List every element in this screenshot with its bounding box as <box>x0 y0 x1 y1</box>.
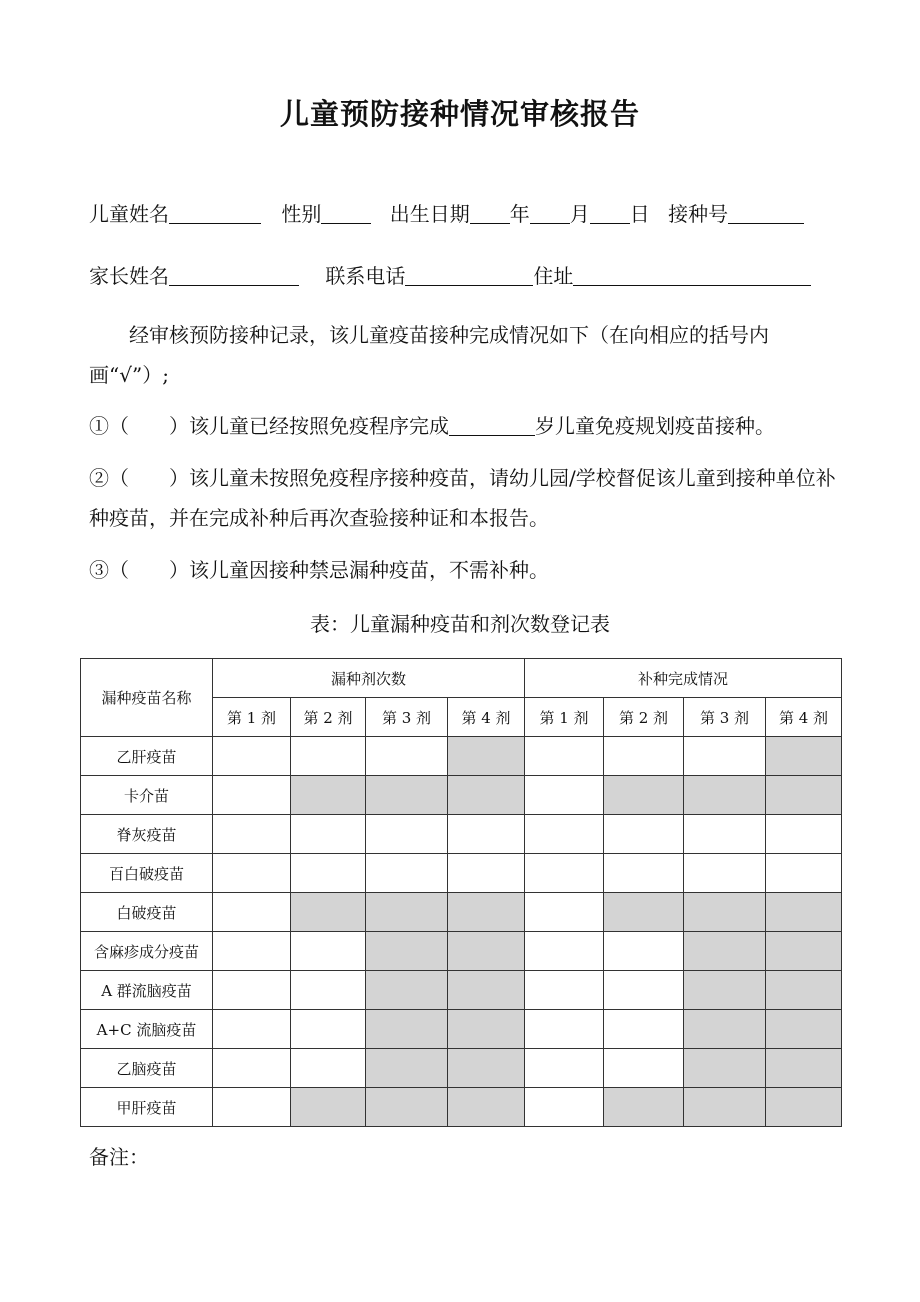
catchup-dose-3-cell[interactable] <box>684 854 766 893</box>
catchup-dose-1-cell[interactable] <box>525 971 604 1010</box>
vaccine-name-cell: 甲肝疫苗 <box>81 1088 213 1127</box>
catchup-dose-4-header: 第 4 剂 <box>766 698 842 737</box>
vaccine-name-cell: 白破疫苗 <box>81 893 213 932</box>
table-row <box>81 893 842 932</box>
catchup-dose-2-header: 第 2 剂 <box>604 698 684 737</box>
catchup-dose-3-cell <box>684 776 766 815</box>
missed-dose-3-cell <box>366 932 448 971</box>
catchup-dose-1-cell[interactable] <box>525 854 604 893</box>
table-row <box>81 1088 842 1127</box>
table-row <box>81 776 842 815</box>
birth-year-field[interactable] <box>470 203 510 224</box>
option-1-suffix: 岁儿童免疫规划疫苗接种。 <box>535 414 775 438</box>
catchup-dose-1-header: 第 1 剂 <box>525 698 604 737</box>
missed-dose-3-cell <box>366 1010 448 1049</box>
missed-dose-1-cell[interactable] <box>213 932 291 971</box>
table-row <box>81 1049 842 1088</box>
vaccine-name-cell: 百白破疫苗 <box>81 854 213 893</box>
catchup-dose-3-cell <box>684 932 766 971</box>
missed-dose-2-header: 第 2 剂 <box>291 698 366 737</box>
birth-month-field[interactable] <box>530 203 570 224</box>
vaccine-name-cell: 乙脑疫苗 <box>81 1049 213 1088</box>
missed-dose-2-cell[interactable] <box>291 932 366 971</box>
catchup-dose-2-cell <box>604 893 684 932</box>
catchup-dose-2-cell[interactable] <box>604 1010 684 1049</box>
missed-dose-1-cell[interactable] <box>213 776 291 815</box>
missed-dose-4-cell <box>448 893 525 932</box>
remark-label: 备注： <box>89 1145 149 1169</box>
missed-dose-4-cell <box>448 1049 525 1088</box>
catchup-dose-4-cell <box>766 737 842 776</box>
missed-dose-3-cell[interactable] <box>366 815 448 854</box>
catchup-dose-1-cell[interactable] <box>525 932 604 971</box>
catchup-dose-3-cell <box>684 1088 766 1127</box>
missed-dose-3-cell <box>366 1088 448 1127</box>
missed-dose-4-cell <box>448 1010 525 1049</box>
table-caption: 表：儿童漏种疫苗和剂次数登记表 <box>310 612 610 636</box>
missed-dose-3-header: 第 3 剂 <box>366 698 448 737</box>
missed-dose-1-cell[interactable] <box>213 1049 291 1088</box>
missed-dose-1-cell[interactable] <box>213 971 291 1010</box>
missed-dose-2-cell[interactable] <box>291 1010 366 1049</box>
gender-label: 性别 <box>281 202 322 226</box>
missed-dose-2-cell[interactable] <box>291 971 366 1010</box>
parent-name-field[interactable] <box>169 265 299 286</box>
missed-dose-4-cell[interactable] <box>448 854 525 893</box>
child-name-label: 儿童姓名 <box>89 202 169 226</box>
missed-dose-1-cell[interactable] <box>213 1088 291 1127</box>
address-field[interactable] <box>573 265 811 286</box>
catchup-dose-2-cell[interactable] <box>604 971 684 1010</box>
phone-label: 联系电话 <box>325 264 406 288</box>
catchup-dose-4-cell[interactable] <box>766 854 842 893</box>
vaccination-no-field[interactable] <box>728 203 804 224</box>
catchup-dose-3-cell <box>684 971 766 1010</box>
option-1 <box>89 406 839 446</box>
catchup-dose-2-cell <box>604 1088 684 1127</box>
month-label: 月 <box>569 202 590 226</box>
age-field[interactable] <box>449 415 535 436</box>
vaccine-register-table <box>80 658 842 1127</box>
option-2: ②（ ）该儿童未按照免疫程序接种疫苗，请幼儿园/学校督促该儿童到接种单位补种疫苗，并在完成补种后再次查验接种证和本报告。 <box>89 466 836 530</box>
option-1-prefix: ①（ ）该儿童已经按照免疫程序完成 <box>89 414 449 438</box>
catchup-dose-2-cell[interactable] <box>604 815 684 854</box>
catchup-dose-2-cell[interactable] <box>604 737 684 776</box>
missed-dose-1-cell[interactable] <box>213 893 291 932</box>
catchup-dose-2-cell <box>604 776 684 815</box>
catchup-dose-4-cell[interactable] <box>766 815 842 854</box>
catchup-dose-4-cell <box>766 1010 842 1049</box>
missed-dose-2-cell[interactable] <box>291 1049 366 1088</box>
address-label: 住址 <box>533 264 574 288</box>
missed-dose-4-cell <box>448 971 525 1010</box>
phone-field[interactable] <box>405 265 533 286</box>
catchup-dose-4-cell <box>766 1049 842 1088</box>
catchup-dose-1-cell[interactable] <box>525 1049 604 1088</box>
page-title: 儿童预防接种情况审核报告 <box>279 97 640 131</box>
catchup-dose-1-cell[interactable] <box>525 893 604 932</box>
vaccine-name-cell: 卡介苗 <box>81 776 213 815</box>
missed-dose-4-cell <box>448 737 525 776</box>
vaccine-name-cell: A 群流脑疫苗 <box>81 971 213 1010</box>
gender-field[interactable] <box>321 203 371 224</box>
catchup-status-header: 补种完成情况 <box>525 659 842 698</box>
intro-paragraph: 经审核预防接种记录，该儿童疫苗接种完成情况如下（在向相应的括号内画“√”）; <box>89 323 769 387</box>
catchup-dose-3-cell[interactable] <box>684 737 766 776</box>
parent-info-line <box>89 260 811 289</box>
missed-dose-3-cell[interactable] <box>366 854 448 893</box>
table-row <box>81 737 842 776</box>
catchup-dose-3-header: 第 3 剂 <box>684 698 766 737</box>
missed-doses-header: 漏种剂次数 <box>213 659 525 698</box>
catchup-dose-4-cell <box>766 932 842 971</box>
missed-dose-1-cell[interactable] <box>213 815 291 854</box>
vaccine-name-cell: 乙肝疫苗 <box>81 737 213 776</box>
table-row <box>81 815 842 854</box>
missed-dose-1-cell[interactable] <box>213 737 291 776</box>
missed-dose-4-header: 第 4 剂 <box>448 698 525 737</box>
catchup-dose-3-cell[interactable] <box>684 815 766 854</box>
missed-dose-4-cell[interactable] <box>448 815 525 854</box>
vaccine-name-header: 漏种疫苗名称 <box>81 659 213 737</box>
missed-dose-4-cell <box>448 932 525 971</box>
year-label: 年 <box>509 202 530 226</box>
catchup-dose-4-cell <box>766 893 842 932</box>
missed-dose-1-cell[interactable] <box>213 854 291 893</box>
table-row <box>81 932 842 971</box>
catchup-dose-3-cell <box>684 1010 766 1049</box>
vaccination-no-label: 接种号 <box>668 202 729 226</box>
catchup-dose-4-cell <box>766 776 842 815</box>
catchup-dose-1-cell[interactable] <box>525 1010 604 1049</box>
vaccine-name-cell: 脊灰疫苗 <box>81 815 213 854</box>
table-row <box>81 1010 842 1049</box>
catchup-dose-2-cell[interactable] <box>604 854 684 893</box>
catchup-dose-2-cell[interactable] <box>604 932 684 971</box>
missed-dose-3-cell[interactable] <box>366 737 448 776</box>
catchup-dose-4-cell <box>766 971 842 1010</box>
missed-dose-3-cell <box>366 1049 448 1088</box>
missed-dose-4-cell <box>448 1088 525 1127</box>
missed-dose-2-cell[interactable] <box>291 854 366 893</box>
birth-day-field[interactable] <box>590 203 630 224</box>
table-row <box>81 854 842 893</box>
child-name-field[interactable] <box>169 203 261 224</box>
catchup-dose-3-cell <box>684 893 766 932</box>
vaccine-name-cell: A+C 流脑疫苗 <box>81 1010 213 1049</box>
missed-dose-3-cell <box>366 893 448 932</box>
table-row <box>81 971 842 1010</box>
missed-dose-3-cell <box>366 971 448 1010</box>
vaccine-name-cell: 含麻疹成分疫苗 <box>81 932 213 971</box>
missed-dose-2-cell <box>291 1088 366 1127</box>
catchup-dose-1-cell[interactable] <box>525 815 604 854</box>
missed-dose-3-cell <box>366 776 448 815</box>
option-3: ③（ ）该儿童因接种禁忌漏种疫苗，不需补种。 <box>89 558 549 582</box>
missed-dose-4-cell <box>448 776 525 815</box>
parent-name-label: 家长姓名 <box>89 264 169 288</box>
missed-dose-2-cell <box>291 776 366 815</box>
catchup-dose-1-cell[interactable] <box>525 1088 604 1127</box>
day-label: 日 <box>629 202 650 226</box>
catchup-dose-3-cell <box>684 1049 766 1088</box>
missed-dose-1-header: 第 1 剂 <box>213 698 291 737</box>
missed-dose-2-cell <box>291 893 366 932</box>
catchup-dose-2-cell[interactable] <box>604 1049 684 1088</box>
missed-dose-2-cell[interactable] <box>291 737 366 776</box>
missed-dose-2-cell[interactable] <box>291 815 366 854</box>
catchup-dose-1-cell[interactable] <box>525 776 604 815</box>
catchup-dose-1-cell[interactable] <box>525 737 604 776</box>
catchup-dose-4-cell <box>766 1088 842 1127</box>
missed-dose-1-cell[interactable] <box>213 1010 291 1049</box>
birth-date-label: 出生日期 <box>389 202 470 226</box>
child-info-line <box>89 198 804 227</box>
